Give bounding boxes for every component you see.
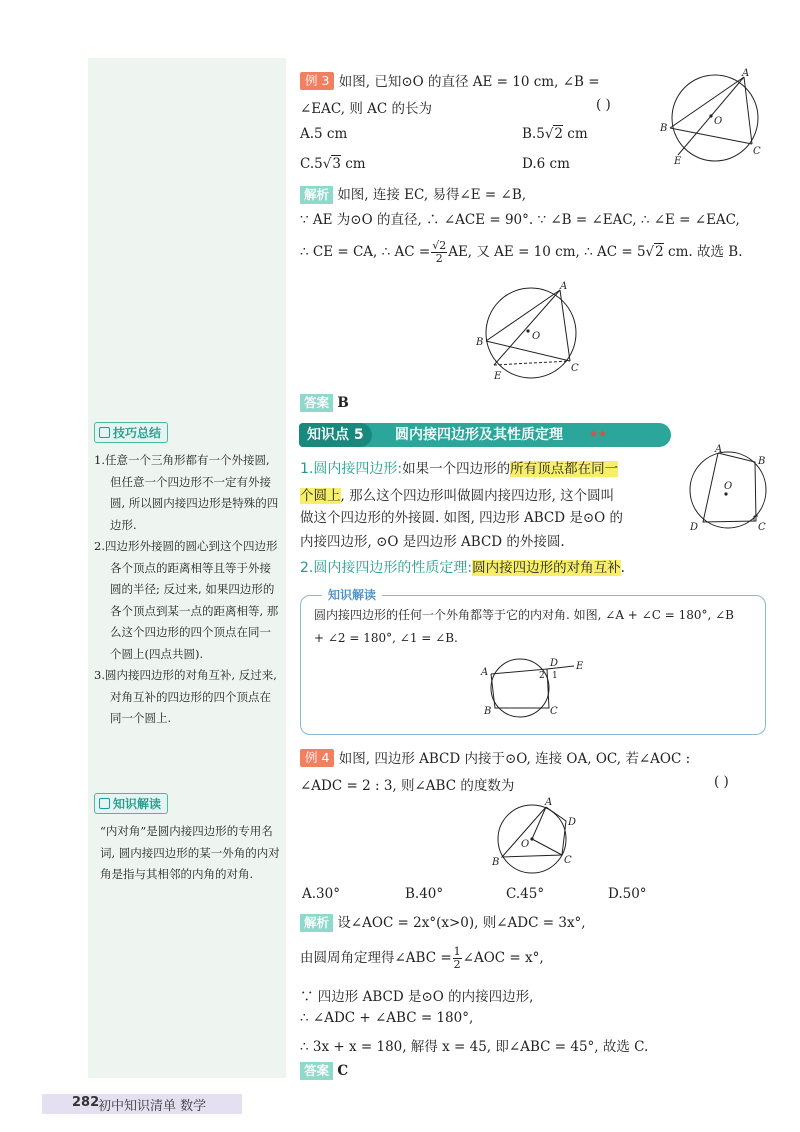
svg-text:B: B [758,456,766,467]
exterior-angle-figure [478,656,590,720]
example3-answer-paren: ( ) [596,97,611,113]
svg-text:A: A [481,667,489,678]
pencil-icon [99,427,110,438]
page-number: 282 [72,1095,100,1110]
fraction: $\frac{1}{2}$ [453,945,461,971]
tip-item: 3.圆内接四边形的对角互补, 反过来, 对角互补的四边形的四个顶点在同一个圆上. [94,668,277,725]
svg-text:A: A [742,68,750,79]
definition-line3: 做这个四边形的外接圆. 如图, 四边形 ABCD 是⊙O 的 [300,510,623,526]
example3-answer: 答案 B [300,394,349,412]
svg-text:A: A [560,281,568,292]
svg-text:B: B [660,123,668,134]
tips-header: 技巧总结 [94,422,168,443]
example4-figure [488,797,584,879]
example4-solution-line2: 由圆周角定理得∠ABC = $\frac{1}{2}$ ∠AOC = x°, [300,945,544,971]
svg-text:1: 1 [552,671,558,681]
tip-item: 1.任意一个三角形都有一个外接圆, 但任意一个四边形不一定有外接圆, 所以圆内接四边形是特殊的四边形. [94,453,279,532]
svg-text:D: D [550,658,559,669]
definition-line2: 个圆上, 那么这个四边形叫做圆内接四边形, 这个圆叫 [300,488,615,504]
example4-solution-line3: ∵ 四边形 ABCD 是⊙O 的内接四边形, [300,989,534,1005]
example4-question-line2: ∠ADC = 2 : 3, 则∠ABC 的度数为 [300,778,515,794]
tip-item: 2.四边形外接圆的圆心到这个四边形各个顶点的距离相等且等于外接圆的半径; 反过来, 如果四边形的各个顶点到某一点的距离相等, 那么这个四边形的四个顶点在同一个圆上(四点共圆). [94,539,279,661]
pencil-icon [99,798,110,809]
note-header: 知识解读 [94,793,168,814]
example3-solution-line1: 解析 如图, 连接 EC, 易得∠E = ∠B, [300,183,526,204]
example4-tag: 例 4 [300,749,334,767]
example4-solution-line4: ∴ ∠ADC + ∠ABC = 180°, [300,1010,474,1026]
note-text: “内对角”是圆内接四边形的专用名词, 圆内接四边形的某一外角的内对角是指与其相邻的内角的对角. [100,824,280,881]
example3-question-line2: ∠EAC, 则 AC 的长为 [300,101,433,117]
svg-text:C: C [571,363,579,374]
example4-option-d: D.50° [608,886,647,902]
knowledge-point-title: 圆内接四边形及其性质定理 [395,427,563,443]
svg-text:B: B [492,857,500,868]
example4-question-line1: 例 4 如图, 四边形 ABCD 内接于⊙O, 连接 OA, OC, 若∠AOC : [300,747,690,767]
example4-solution-line5: ∴ 3x + x = 180, 解得 x = 45, 即∠ABC = 45°, 故选 C. [300,1039,649,1055]
example4-solution-line1: 解析 设∠AOC = 2x°(x>0), 则∠ADC = 3x°, [300,911,586,932]
svg-text:B: B [476,337,484,348]
example3-answer-tag: 答案 [300,394,333,412]
theorem-line: 2.圆内接四边形的性质定理:圆内接四边形的对角互补. [300,560,625,576]
tips-list [94,450,280,730]
svg-text:A: A [545,797,553,808]
svg-text:B: B [484,706,492,717]
example3-option-a: A.5 cm [300,126,348,142]
knowledge-point-banner [299,423,671,447]
example4-option-a: A.30° [302,886,340,902]
book-title: 初中知识清单 数学 [98,1099,207,1114]
example3-option-d: D.6 cm [522,156,570,172]
example3-solution-line2: ∵ AE 为⊙O 的直径, ∴ ∠ACE = 90°. ∵ ∠B = ∠EAC, ∴ ∠E = ∠EAC, [300,212,740,228]
example3-option-b: B.5√2 cm [522,126,588,142]
example4-answer: 答案 C [300,1062,348,1080]
inscribed-quadrilateral-figure [684,444,770,534]
knowledge-box-tag: 知识解读 [322,586,382,603]
example3-question-line1: 例 3 如图, 已知⊙O 的直径 AE = 10 cm, ∠B = [300,70,600,90]
example3-analysis-tag: 解析 [300,186,333,204]
svg-text:O: O [521,839,530,850]
svg-text:C: C [753,146,761,157]
example3-option-c: C.5√3 cm [300,156,366,172]
svg-text:A: A [715,444,723,455]
svg-text:E: E [576,661,584,672]
difficulty-stars: ★★ [589,429,607,440]
example3-solution-figure [476,281,586,386]
example3-figure [656,66,766,166]
svg-text:O: O [724,481,733,492]
svg-text:E: E [674,156,682,166]
svg-text:E: E [494,371,502,382]
example3-tag: 例 3 [300,72,334,90]
fraction: $\frac{√2}{2}$ [432,239,447,265]
example4-answer-tag: 答案 [300,1062,333,1080]
svg-text:O: O [532,331,541,342]
knowledge-point-label: 知识点 5 [299,423,372,447]
definition-line4: 内接四边形, ⊙O 是四边形 ABCD 的外接圆. [300,534,565,550]
example3-solution-line3: ∴ CE = CA, ∴ AC = $\frac{√2}{2}$ AE, 又 AE = 10 cm, ∴ AC = 5√2 cm. 故选 B. [300,239,743,265]
example4-answer-paren: ( ) [714,774,729,790]
svg-text:C: C [758,522,766,533]
example4-analysis-tag: 解析 [300,914,333,932]
knowledge-box-text: 圆内接四边形的任何一个外角都等于它的内对角. 如图, ∠A + ∠C = 180°, ∠B + ∠2 = 180°, ∠1 = ∠B. [314,608,734,645]
example4-option-c: C.45° [506,886,545,902]
definition-line1: 1.圆内接四边形:如果一个四边形的所有顶点都在同一 [300,461,619,477]
svg-text:2: 2 [539,671,545,681]
example4-option-b: B.40° [405,886,444,902]
svg-text:C: C [564,855,572,866]
svg-text:D: D [568,817,577,828]
svg-text:O: O [714,116,723,127]
svg-text:D: D [690,522,699,533]
svg-text:C: C [550,706,558,717]
